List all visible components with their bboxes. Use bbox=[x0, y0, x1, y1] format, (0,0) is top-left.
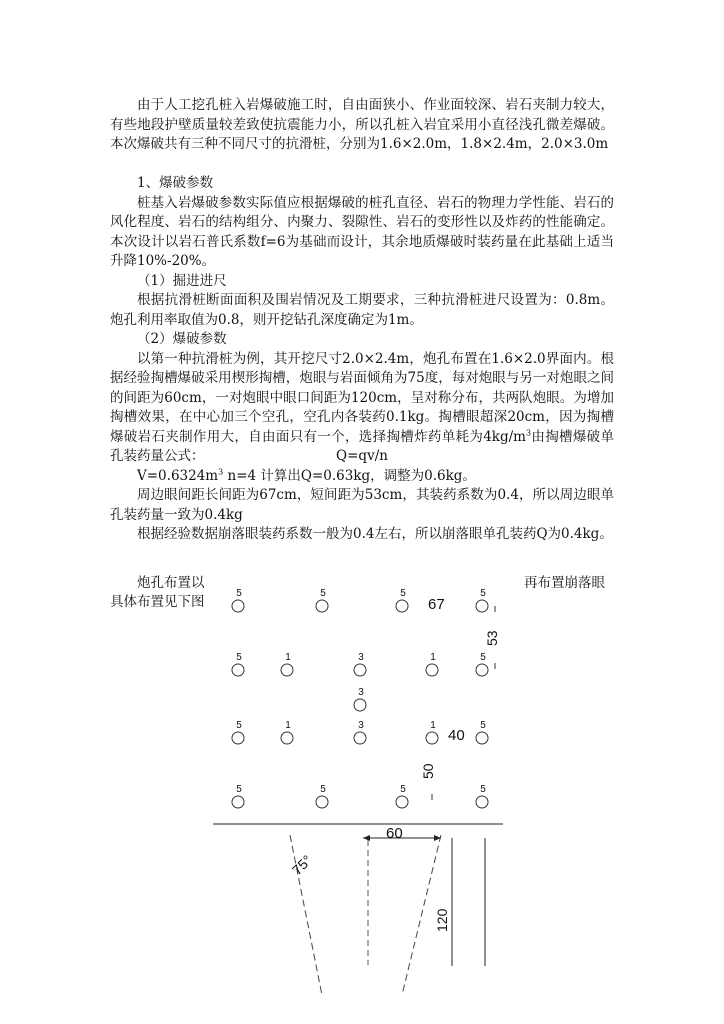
blast-hole bbox=[354, 732, 366, 744]
side-text-right: 再布置崩落眼 bbox=[524, 575, 605, 591]
heading-blast-params: （2）爆破参数 bbox=[137, 331, 227, 347]
hole-label: 5 bbox=[480, 720, 486, 731]
dim-label-120: 120 bbox=[434, 908, 450, 932]
hole-label: 5 bbox=[236, 652, 242, 663]
hole-label: 5 bbox=[480, 588, 486, 599]
hole-label: 5 bbox=[480, 784, 486, 795]
paragraph-params-basis: 桩基入岩爆破参数实际值应根据爆破的桩孔直径、岩石的物理力学性能、岩石的风化程度、岩石的结构组分、内聚力、裂隙性、岩石的变形性以及炸药的性能确定。本次设计以岩石普氏系数f=6为基础而设计，其余地质爆破时装药量在此基础上适当升降10%-20%。 bbox=[110, 194, 614, 269]
volume-text-b: n=4 计算出Q=0.63kg，调整为0.6kg。 bbox=[223, 467, 476, 484]
angle-label-75: 75° bbox=[288, 851, 316, 879]
hole-label: 3 bbox=[358, 652, 364, 663]
blast-hole bbox=[476, 664, 488, 676]
blast-holes bbox=[232, 588, 488, 808]
blast-hole bbox=[476, 796, 488, 808]
hole-label: 1 bbox=[285, 652, 291, 663]
blast-hole bbox=[354, 664, 366, 676]
blast-hole bbox=[232, 600, 244, 612]
arrow-left bbox=[363, 835, 370, 841]
hole-label: 5 bbox=[236, 588, 242, 599]
heading-blasting-params: 1、爆破参数 bbox=[137, 175, 214, 191]
hole-label: 1 bbox=[430, 652, 436, 663]
blast-hole bbox=[232, 796, 244, 808]
blast-hole bbox=[426, 732, 438, 744]
cut-text-a: 以第一种抗滑桩为例，其开挖尺寸2.0×2.4m，炮孔布置在1.6×2.0界面内。根据经验掏槽爆破采用楔形掏槽，炮眼与岩面倾角为75度，每对炮眼与另一对炮眼之间的间距为60cm，一对炮眼中眼口间距为120cm，呈对称分布，共两队炮眼。为增加掏槽效果，在中心加三个空孔，空孔内各装药0.1kg。掏槽眼超深20cm，因为掏槽爆破岩石夹制作用大，自由面只有一个，选择掏槽炸药单耗为4kg/m bbox=[110, 350, 614, 445]
hole-label: 1 bbox=[430, 720, 436, 731]
blast-hole bbox=[396, 796, 408, 808]
blast-hole bbox=[281, 732, 293, 744]
hole-label: 5 bbox=[320, 784, 326, 795]
paragraph-intro: 由于人工挖孔桩入岩爆破施工时，自由面狭小、作业面较深、岩石夹制力较大，有些地段护壁质量较差致使抗震能力小，所以孔桩入岩宜采用小直径浅孔微差爆破。本次爆破共有三种不同尺寸的抗滑桩，分别为1.6×2.0m，1.8×2.4m，2.0×3.0m bbox=[110, 97, 614, 152]
cut-sup: 3 bbox=[525, 428, 532, 437]
hole-label: 5 bbox=[400, 784, 406, 795]
heading-advance: （1）掘进进尺 bbox=[137, 272, 227, 289]
paragraph-caving: 根据经验数据崩落眼装药系数一般为0.4左右，所以崩落眼单孔装药Q为0.4kg。 bbox=[137, 526, 613, 542]
blast-hole bbox=[354, 699, 366, 711]
blast-hole bbox=[232, 664, 244, 676]
hole-label: 5 bbox=[480, 652, 486, 663]
blast-hole bbox=[396, 600, 408, 612]
blast-hole bbox=[476, 732, 488, 744]
hole-label: 5 bbox=[320, 588, 326, 599]
blast-hole bbox=[316, 796, 328, 808]
blast-hole bbox=[316, 600, 328, 612]
hole-label: 5 bbox=[236, 784, 242, 795]
volume-sup: 3 bbox=[218, 467, 224, 476]
paragraph-perimeter: 周边眼间距长间距为67cm，短间距为53cm，其装药系数为0.4，所以周边眼单孔装药量一致为0.4kg bbox=[110, 487, 614, 523]
dim-label-60: 60 bbox=[386, 825, 403, 842]
volume-text-a: V=0.6324m bbox=[137, 467, 219, 484]
hole-label: 5 bbox=[400, 588, 406, 599]
blast-hole bbox=[476, 600, 488, 612]
paragraph-advance: 根据抗滑桩断面面积及围岩情况及工期要求，三种抗滑桩进尺设置为：0.8m。炮孔利用率取值为0.8，则开挖钻孔深度确定为1m。 bbox=[110, 292, 614, 328]
dim-label-40: 40 bbox=[448, 727, 465, 744]
cut-text-b: 由掏槽爆破单孔装药量公式： bbox=[110, 428, 614, 464]
hole-label: 1 bbox=[285, 720, 291, 731]
dim-label-67: 67 bbox=[428, 596, 445, 613]
blast-hole bbox=[281, 664, 293, 676]
blast-hole bbox=[426, 664, 438, 676]
blast-hole bbox=[232, 732, 244, 744]
hole-label: 5 bbox=[236, 720, 242, 731]
formula: Q=qv/n bbox=[336, 448, 388, 464]
dim-label-50: 50 bbox=[420, 763, 436, 779]
hole-label: 3 bbox=[358, 720, 364, 731]
dim-label-53: 53 bbox=[484, 630, 500, 646]
side-text-left-2: 具体布置见下图 bbox=[110, 594, 205, 610]
side-text-left-1: 炮孔布置以 bbox=[137, 575, 205, 591]
hole-label: 3 bbox=[358, 687, 364, 698]
